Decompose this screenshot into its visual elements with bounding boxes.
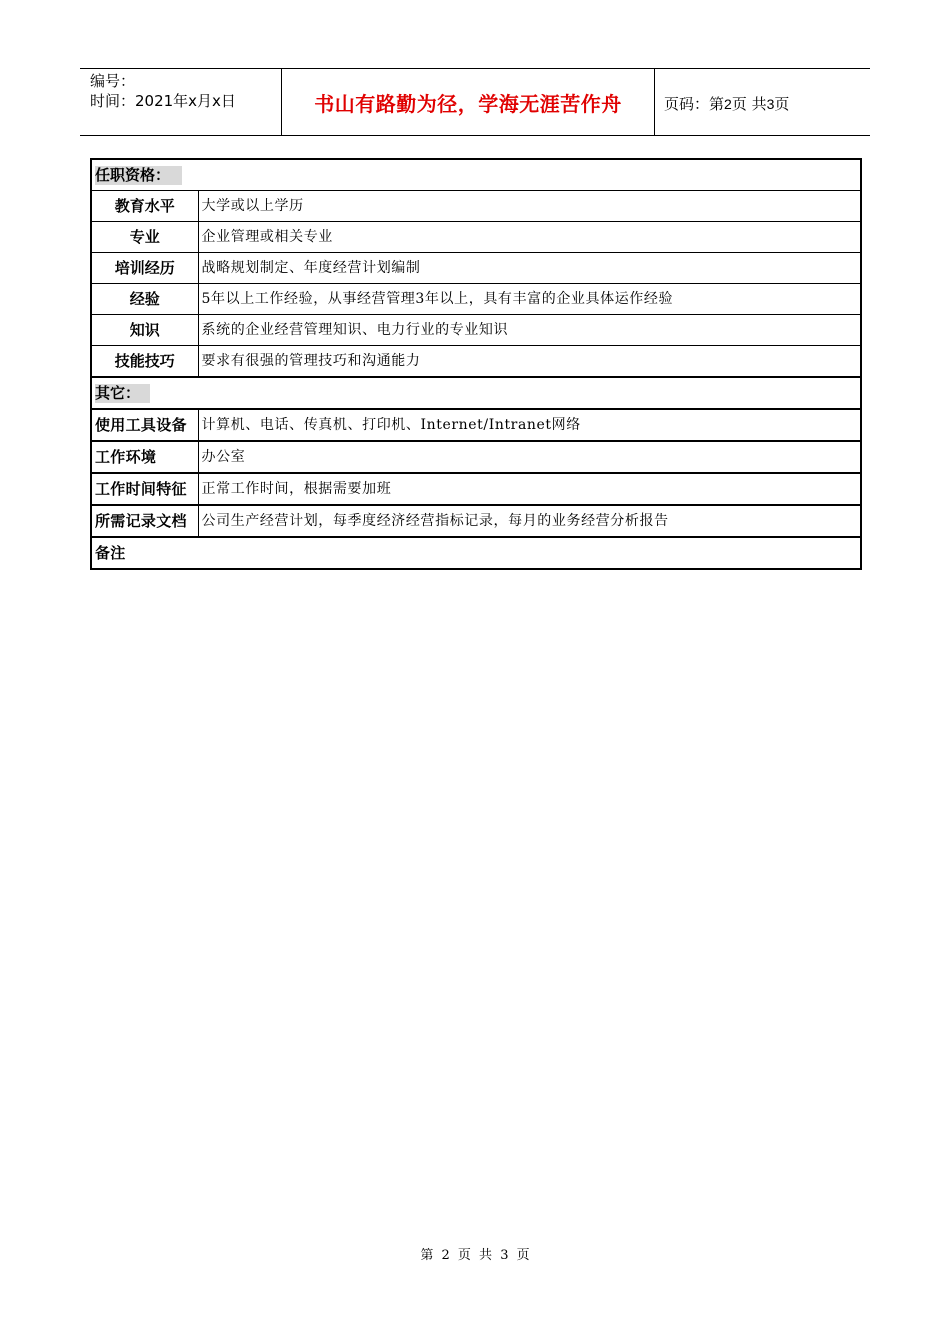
page-suffix: 页 <box>774 95 790 113</box>
table-row <box>91 253 861 284</box>
table-row <box>91 441 861 473</box>
row-value-tools: 计算机、电话、传真机、打印机、Internet/Intranet网络 <box>198 409 861 441</box>
row-label-documents: 所需记录文档 <box>91 505 198 537</box>
document-number-label: 编号： <box>90 72 136 90</box>
page-header <box>80 68 870 136</box>
header-meta <box>90 71 236 111</box>
row-label-training: 培训经历 <box>91 253 198 284</box>
row-label-major: 专业 <box>91 222 198 253</box>
table-row <box>91 284 861 315</box>
row-value-environment: 办公室 <box>198 441 861 473</box>
row-label-work-hours: 工作时间特征 <box>91 473 198 505</box>
row-value-knowledge: 系统的企业经营管理知识、电力行业的专业知识 <box>198 315 861 346</box>
document-date: 时间：2021年x月x日 <box>90 92 236 110</box>
table-row <box>91 346 861 378</box>
page-total: 3 <box>766 96 775 112</box>
row-label-tools: 使用工具设备 <box>91 409 198 441</box>
job-qualification-table <box>90 158 862 570</box>
row-value-work-hours: 正常工作时间，根据需要加班 <box>198 473 861 505</box>
page-mid: 页 共 <box>731 95 767 113</box>
table-row <box>91 222 861 253</box>
table-row <box>91 315 861 346</box>
table-row <box>91 191 861 222</box>
remarks-label: 备注 <box>91 537 861 569</box>
table-row <box>91 505 861 537</box>
row-label-environment: 工作环境 <box>91 441 198 473</box>
table-row <box>91 409 861 441</box>
page-prefix: 页码：第 <box>664 95 725 113</box>
header-page-indicator <box>664 94 789 114</box>
header-motto: 书山有路勤为径，学海无涯苦作舟 <box>314 92 622 116</box>
row-label-experience: 经验 <box>91 284 198 315</box>
header-divider-right <box>654 69 655 135</box>
row-value-documents: 公司生产经营计划，每季度经济经营指标记录，每月的业务经营分析报告 <box>198 505 861 537</box>
page-current: 2 <box>724 96 732 112</box>
section-header-row <box>91 159 861 191</box>
row-label-education: 教育水平 <box>91 191 198 222</box>
section-header-row <box>91 377 861 409</box>
row-value-education: 大学或以上学历 <box>198 191 861 222</box>
row-value-skills: 要求有很强的管理技巧和沟通能力 <box>198 346 861 378</box>
row-value-major: 企业管理或相关专业 <box>198 222 861 253</box>
row-value-training: 战略规划制定、年度经营计划编制 <box>198 253 861 284</box>
row-value-experience: 5年以上工作经验，从事经营管理3年以上，具有丰富的企业具体运作经验 <box>198 284 861 315</box>
table-row <box>91 473 861 505</box>
remarks-row <box>91 537 861 569</box>
row-label-knowledge: 知识 <box>91 315 198 346</box>
row-label-skills: 技能技巧 <box>91 346 198 378</box>
section-title-other: 其它： <box>95 384 150 403</box>
section-title-qualifications: 任职资格： <box>95 166 182 185</box>
page-footer: 第 2 页 共 3 页 <box>420 1248 530 1263</box>
